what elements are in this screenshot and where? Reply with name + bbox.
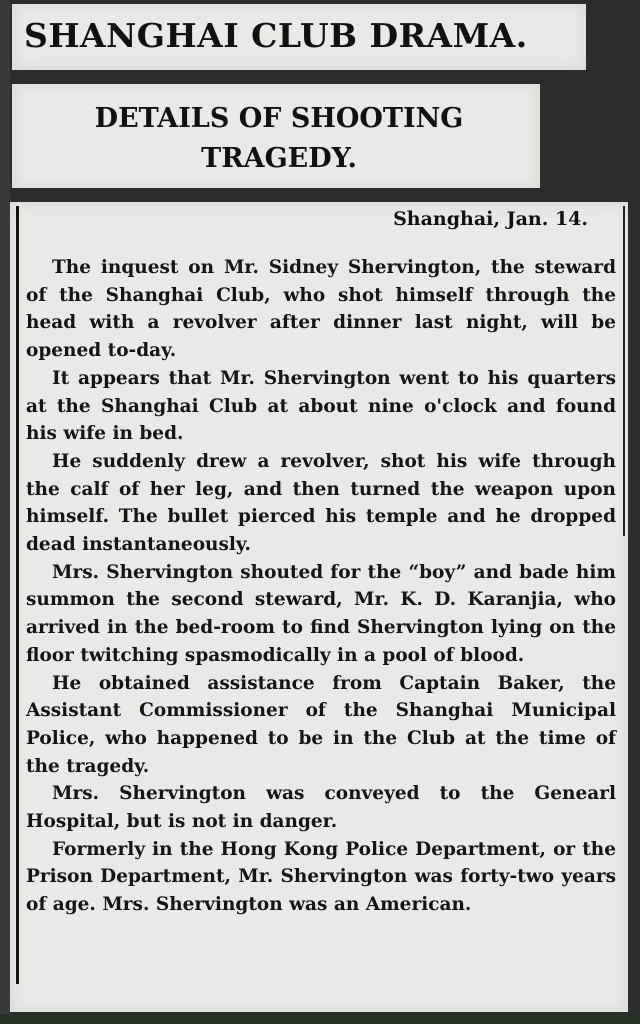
paragraph: Mrs. Shervington shouted for the “boy” and bade him summon the second steward, Mr. K. D. Karanjia, who arrived in the bed-room to find Shervington lying on the floor twitching spasmodically in a pool of blood. (26, 561, 616, 666)
paragraph: Formerly in the Hong Kong Police Department, or the Prison Department, Mr. Shervington was forty-two years of age. Mrs. Shervington was an American. (26, 838, 616, 916)
dateline: Shanghai, Jan. 14. (393, 208, 588, 230)
subheadline-line-1: DETAILS OF SHOOTING (94, 103, 464, 134)
article-headline: SHANGHAI CLUB DRAMA. (24, 16, 528, 55)
left-border (0, 0, 10, 1024)
paragraph: He suddenly drew a revolver, shot his wife through the calf of her leg, and then turned the weapon upon himself. The bullet pierced his temple and he dropped dead instantaneously. (26, 450, 616, 556)
subheadline-line-2: TRAGEDY. (201, 143, 357, 174)
bottom-border (0, 1014, 640, 1024)
column-rule-right (623, 206, 625, 536)
paragraph: It appears that Mr. Shervington went to his quarters at the Shanghai Club at about nine o'clock and found his wife in bed. (26, 367, 616, 445)
paragraph: He obtained assistance from Captain Baker, the Assistant Commissioner of the Shanghai Municipal Police, who happened to be in the Club at the time of the tragedy. (26, 672, 616, 777)
paragraph: Mrs. Shervington was conveyed to the Genearl Hospital, but is not in danger. (26, 783, 616, 833)
article-body (26, 254, 616, 919)
article-subheadline (44, 99, 514, 179)
column-rule-left (16, 206, 19, 984)
paragraph: The inquest on Mr. Sidney Shervington, the steward of the Shanghai Club, who shot himself through the head with a revolver after dinner last night, will be opened to-day. (26, 257, 616, 362)
